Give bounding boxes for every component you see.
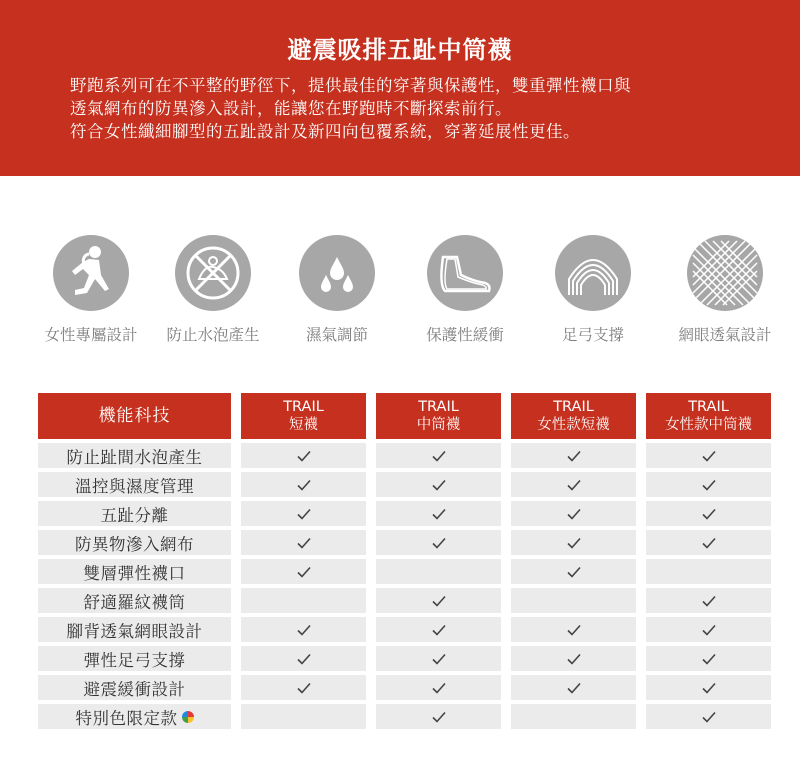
table-row (38, 702, 771, 731)
feature-cell (38, 530, 231, 555)
comparison-table (38, 393, 771, 731)
checkmark-icon (567, 624, 581, 636)
feature-cushion (400, 235, 530, 345)
column-header: TRAIL 女性款短襪 (511, 393, 636, 439)
female-runner-icon (53, 235, 129, 311)
check-cell (241, 530, 366, 555)
feature-name: 彈性足弓支撐 (83, 650, 186, 670)
check-cell (646, 530, 771, 555)
description-line: 透氣網布的防異滲入設計，能讓您在野跑時不斷探索前行。 (70, 99, 512, 118)
checkmark-icon (432, 595, 446, 607)
check-cell (241, 588, 366, 613)
check-cell (511, 443, 636, 468)
check-cell (241, 501, 366, 526)
check-cell (376, 617, 501, 642)
checkmark-icon (702, 450, 716, 462)
feature-cell (38, 443, 231, 468)
table-row (38, 499, 771, 528)
feature-moisture (272, 235, 402, 345)
checkmark-icon (567, 537, 581, 549)
page-title: 避震吸排五趾中筒襪 (287, 36, 513, 64)
header-banner (0, 0, 800, 176)
check-cell (646, 559, 771, 584)
feature-icons (0, 235, 800, 355)
checkmark-icon (702, 682, 716, 694)
checkmark-icon (702, 537, 716, 549)
checkmark-icon (567, 653, 581, 665)
feature-name: 防止趾間水泡產生 (66, 447, 203, 467)
checkmark-icon (567, 479, 581, 491)
feature-cell (38, 559, 231, 584)
feature-label: 網眼透氣設計 (678, 326, 772, 344)
table-row (38, 528, 771, 557)
check-cell (511, 559, 636, 584)
checkmark-icon (567, 566, 581, 578)
check-cell (646, 588, 771, 613)
feature-blister (148, 235, 278, 345)
feature-label: 防止水泡產生 (166, 326, 260, 344)
feature-name: 五趾分離 (100, 505, 169, 525)
check-cell (646, 617, 771, 642)
arch-support-icon (555, 235, 631, 311)
check-cell (241, 675, 366, 700)
table-body (38, 441, 771, 731)
feature-name: 腳背透氣網眼設計 (66, 621, 203, 641)
table-header-row (38, 393, 771, 441)
feature-cell (38, 617, 231, 642)
checkmark-icon (432, 624, 446, 636)
check-cell (376, 704, 501, 729)
feature-label: 足弓支撐 (561, 326, 624, 344)
column-header: TRAIL 女性款中筒襪 (646, 393, 771, 439)
checkmark-icon (567, 508, 581, 520)
no-blister-icon (175, 235, 251, 311)
color-dot-icon (182, 711, 194, 723)
feature-cell (38, 472, 231, 497)
check-cell (376, 472, 501, 497)
check-cell (376, 530, 501, 555)
checkmark-icon (432, 711, 446, 723)
banner-description (70, 74, 770, 143)
table-row (38, 557, 771, 586)
check-cell (376, 559, 501, 584)
feature-name: 舒適羅紋襪筒 (83, 592, 186, 612)
checkmark-icon (297, 450, 311, 462)
feature-name: 雙層彈性襪口 (83, 563, 186, 583)
feature-label: 女性專屬設計 (44, 326, 138, 344)
description-line: 野跑系列可在不平整的野徑下，提供最佳的穿著與保護性，雙重彈性襪口與 (70, 76, 631, 95)
check-cell (511, 472, 636, 497)
table-header-feature: 機能科技 (38, 393, 231, 439)
checkmark-icon (297, 566, 311, 578)
checkmark-icon (702, 711, 716, 723)
check-cell (646, 704, 771, 729)
checkmark-icon (702, 653, 716, 665)
feature-mesh (660, 235, 790, 345)
feature-name: 特別色限定款 (75, 708, 178, 728)
checkmark-icon (297, 682, 311, 694)
checkmark-icon (702, 508, 716, 520)
description-line: 符合女性纖細腳型的五趾設計及新四向包覆系統，穿著延展性更佳。 (70, 122, 580, 141)
check-cell (646, 443, 771, 468)
checkmark-icon (432, 682, 446, 694)
check-cell (241, 617, 366, 642)
table-row (38, 615, 771, 644)
feature-name: 避震緩衝設計 (83, 679, 186, 699)
check-cell (646, 675, 771, 700)
check-cell (646, 472, 771, 497)
water-drops-icon (299, 235, 375, 311)
checkmark-icon (297, 653, 311, 665)
checkmark-icon (432, 537, 446, 549)
table-row (38, 470, 771, 499)
checkmark-icon (702, 624, 716, 636)
feature-name: 溫控與濕度管理 (75, 476, 194, 496)
checkmark-icon (297, 537, 311, 549)
check-cell (241, 472, 366, 497)
feature-name: 防異物滲入網布 (75, 534, 194, 554)
check-cell (511, 704, 636, 729)
check-cell (376, 646, 501, 671)
checkmark-icon (297, 479, 311, 491)
check-cell (511, 588, 636, 613)
column-header: TRAIL 短襪 (241, 393, 366, 439)
feature-female (26, 235, 156, 345)
check-cell (511, 617, 636, 642)
checkmark-icon (432, 508, 446, 520)
check-cell (646, 646, 771, 671)
check-cell (241, 704, 366, 729)
check-cell (646, 501, 771, 526)
checkmark-icon (702, 479, 716, 491)
table-row (38, 673, 771, 702)
checkmark-icon (297, 624, 311, 636)
check-cell (241, 559, 366, 584)
checkmark-icon (432, 450, 446, 462)
check-cell (511, 530, 636, 555)
table-row (38, 441, 771, 470)
table-row (38, 644, 771, 673)
checkmark-icon (702, 595, 716, 607)
feature-cell (38, 646, 231, 671)
check-cell (376, 675, 501, 700)
feature-arch (528, 235, 658, 345)
feature-cell (38, 588, 231, 613)
mesh-icon (687, 235, 763, 311)
checkmark-icon (567, 682, 581, 694)
checkmark-icon (297, 508, 311, 520)
feature-cell (38, 675, 231, 700)
checkmark-icon (432, 479, 446, 491)
check-cell (511, 675, 636, 700)
check-cell (241, 646, 366, 671)
feature-cell (38, 501, 231, 526)
check-cell (511, 501, 636, 526)
table-row (38, 586, 771, 615)
foot-cushion-icon (427, 235, 503, 311)
check-cell (511, 646, 636, 671)
check-cell (376, 588, 501, 613)
check-cell (376, 443, 501, 468)
column-header: TRAIL 中筒襪 (376, 393, 501, 439)
feature-label: 濕氣調節 (305, 326, 368, 344)
feature-cell (38, 704, 231, 729)
checkmark-icon (432, 653, 446, 665)
checkmark-icon (567, 450, 581, 462)
check-cell (376, 501, 501, 526)
feature-label: 保護性緩衝 (426, 326, 504, 344)
check-cell (241, 443, 366, 468)
